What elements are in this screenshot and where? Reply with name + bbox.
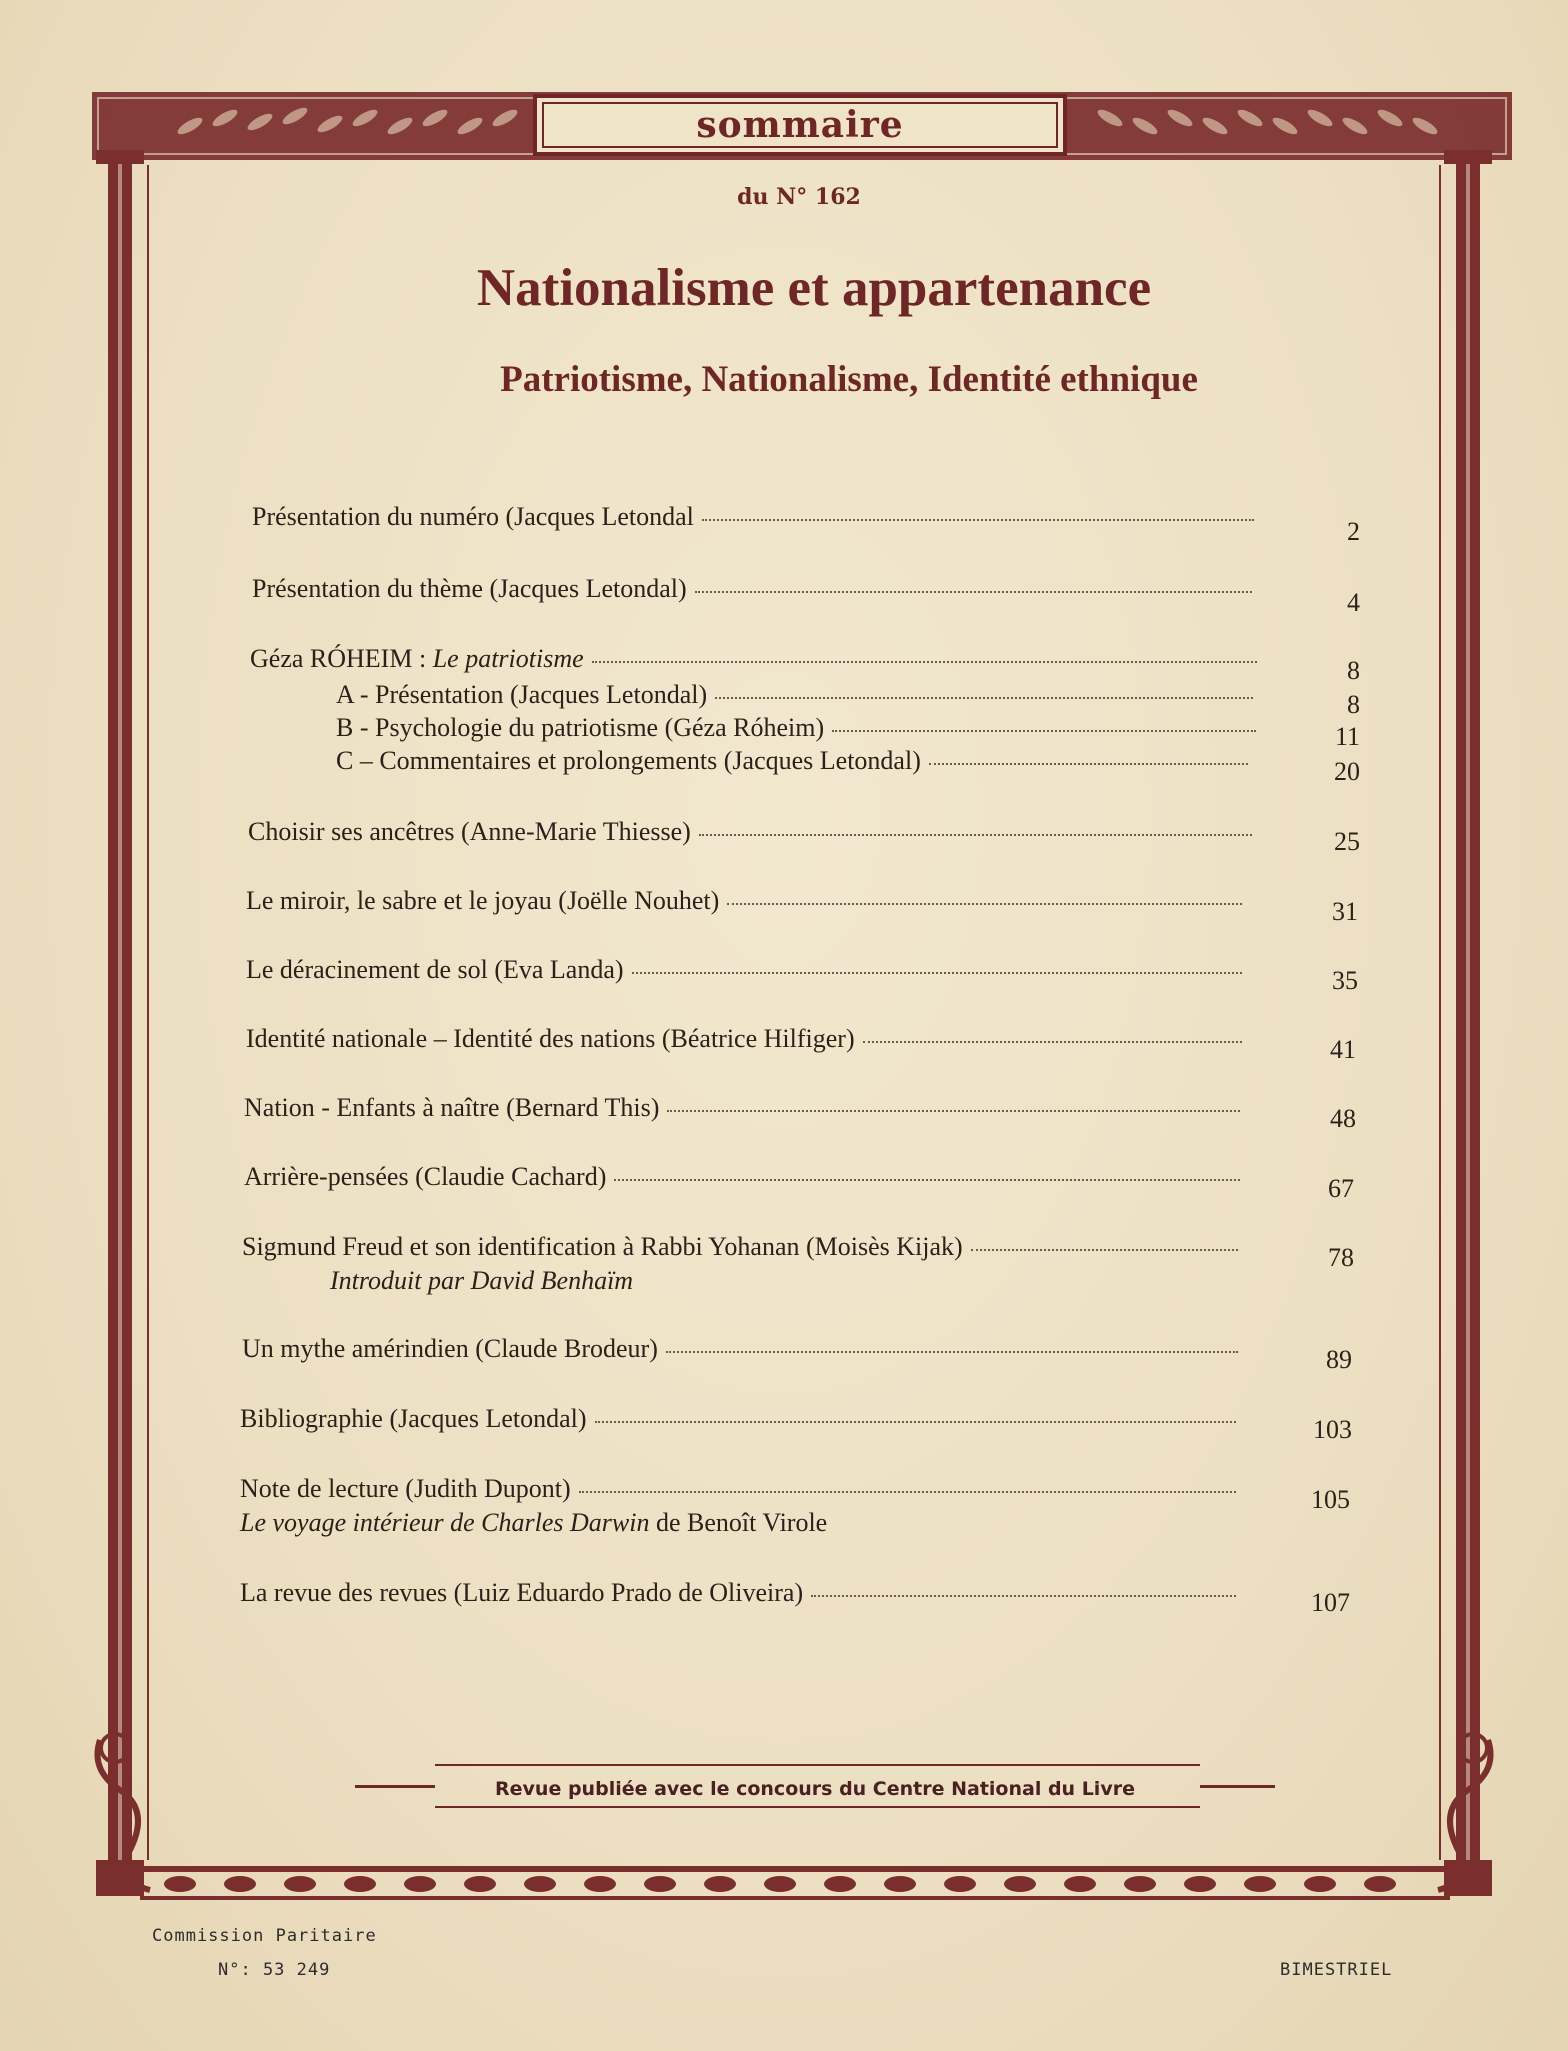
toc-entry-note bbox=[240, 1508, 827, 1538]
toc-entry bbox=[244, 1162, 1248, 1192]
toc-entry-title: Arrière-pensées (Claudie Cachard) bbox=[244, 1162, 607, 1191]
leader-dots bbox=[863, 1041, 1242, 1043]
toc-entry bbox=[240, 1404, 1244, 1434]
leader-dots bbox=[929, 763, 1248, 765]
toc-entry-title-italic: Le patriotisme bbox=[432, 644, 584, 673]
commission-label: Commission Paritaire bbox=[152, 1926, 377, 1946]
toc-entry-title: Le miroir, le sabre et le joyau (Joëlle Nouhet) bbox=[246, 886, 720, 915]
toc-page-number: 8 bbox=[1347, 656, 1360, 685]
toc-page-number: 105 bbox=[1311, 1485, 1350, 1514]
toc-entry bbox=[246, 886, 1250, 916]
toc-page-number: 78 bbox=[1328, 1243, 1354, 1272]
footer-credit bbox=[355, 1768, 1275, 1810]
toc-entry-title: Nation - Enfants à naître (Bernard This) bbox=[244, 1093, 660, 1122]
book-author: de Benoît Virole bbox=[649, 1508, 828, 1537]
toc-entry-title: La revue des revues (Luiz Eduardo Prado de Oliveira) bbox=[240, 1578, 804, 1607]
leader-dots bbox=[832, 730, 1256, 732]
toc-entry-title: Le déracinement de sol (Eva Landa) bbox=[246, 955, 624, 984]
toc-entry bbox=[252, 574, 1260, 604]
leader-dots bbox=[666, 1351, 1238, 1353]
toc-entry bbox=[242, 1232, 1246, 1262]
toc-entry-author: Géza RÓHEIM : bbox=[250, 644, 433, 673]
leader-dots bbox=[667, 1110, 1240, 1112]
toc-page-number: 31 bbox=[1332, 897, 1358, 926]
toc-page-number: 4 bbox=[1347, 588, 1360, 617]
toc-page-number: 2 bbox=[1347, 517, 1360, 546]
toc-sub-entry bbox=[336, 713, 1264, 743]
leader-dots bbox=[695, 591, 1252, 593]
toc-entry-title: Un mythe amérindien (Claude Brodeur) bbox=[242, 1334, 658, 1363]
toc-entry-title: Bibliographie (Jacques Letondal) bbox=[240, 1404, 587, 1433]
toc-entry bbox=[246, 1024, 1250, 1054]
leader-dots bbox=[699, 834, 1252, 836]
leader-dots bbox=[595, 1421, 1236, 1423]
book-title-italic: Le voyage intérieur de Charles Darwin bbox=[240, 1508, 650, 1537]
toc-entry bbox=[248, 817, 1260, 847]
leader-dots bbox=[702, 519, 1254, 521]
footer-rule-top bbox=[435, 1764, 1200, 1766]
toc-page-number: 107 bbox=[1311, 1588, 1350, 1617]
footer-credit-text: Revue publiée avec le concours du Centre National du Livre bbox=[495, 1778, 1135, 1800]
toc-entry-title: Note de lecture (Judith Dupont) bbox=[240, 1474, 571, 1503]
issue-number: du N° 162 bbox=[737, 184, 861, 210]
banner-title: sommaire bbox=[696, 104, 904, 146]
toc-page-number: 48 bbox=[1330, 1104, 1356, 1133]
toc-entry-title: Identité nationale – Identité des nations (Béatrice Hilfiger) bbox=[246, 1024, 855, 1053]
toc-entry bbox=[240, 1578, 1244, 1608]
toc-entry bbox=[244, 1093, 1248, 1123]
frequency-label: BIMESTRIEL bbox=[1280, 1960, 1393, 1980]
toc-entry bbox=[246, 955, 1250, 985]
leader-dots bbox=[811, 1595, 1236, 1597]
sommaire-banner bbox=[535, 96, 1065, 154]
toc-page-number: 25 bbox=[1334, 827, 1360, 856]
toc-sub-entry bbox=[336, 680, 1261, 710]
toc-page-number: 67 bbox=[1328, 1174, 1354, 1203]
toc-entry bbox=[250, 644, 1265, 674]
toc-entry-title: Présentation du thème (Jacques Letondal) bbox=[252, 574, 687, 603]
commission-number: N°: 53 249 bbox=[218, 1960, 331, 1980]
toc-page-number: 8 bbox=[1347, 690, 1360, 719]
toc-page-number: 89 bbox=[1326, 1345, 1352, 1374]
toc-page-number: 35 bbox=[1332, 966, 1358, 995]
toc-entry-title: Sigmund Freud et son identification à Rabbi Yohanan (Moisès Kijak) bbox=[242, 1232, 963, 1261]
leader-dots bbox=[614, 1179, 1240, 1181]
leader-dots bbox=[632, 972, 1242, 974]
toc-entry bbox=[240, 1474, 1244, 1504]
toc-page-number: 103 bbox=[1313, 1415, 1352, 1444]
toc-sub-entry bbox=[336, 746, 1256, 776]
sub-title: Patriotisme, Nationalisme, Identité ethnique bbox=[500, 359, 1198, 400]
toc-entry-title: C – Commentaires et prolongements (Jacques Letondal) bbox=[336, 746, 921, 775]
toc-entry-note: Introduit par David Benhaïm bbox=[330, 1266, 634, 1295]
leader-dots bbox=[971, 1249, 1238, 1251]
toc-entry-title: Présentation du numéro (Jacques Letondal bbox=[252, 502, 694, 531]
leader-dots bbox=[579, 1491, 1236, 1493]
toc-entry bbox=[242, 1334, 1246, 1364]
toc-entry-title: B - Psychologie du patriotisme (Géza Róheim) bbox=[336, 713, 825, 742]
toc-entry-title: Choisir ses ancêtres (Anne-Marie Thiesse) bbox=[248, 817, 691, 846]
leader-dots bbox=[715, 697, 1253, 699]
toc-page-number: 11 bbox=[1334, 722, 1360, 751]
leader-dots bbox=[727, 903, 1242, 905]
leader-dots bbox=[592, 661, 1257, 663]
toc-entry-title: A - Présentation (Jacques Letondal) bbox=[336, 680, 708, 709]
main-title: Nationalisme et appartenance bbox=[476, 259, 1152, 317]
toc-page-number: 41 bbox=[1330, 1035, 1356, 1064]
toc-entry bbox=[252, 502, 1262, 532]
toc-page-number: 20 bbox=[1334, 757, 1360, 786]
